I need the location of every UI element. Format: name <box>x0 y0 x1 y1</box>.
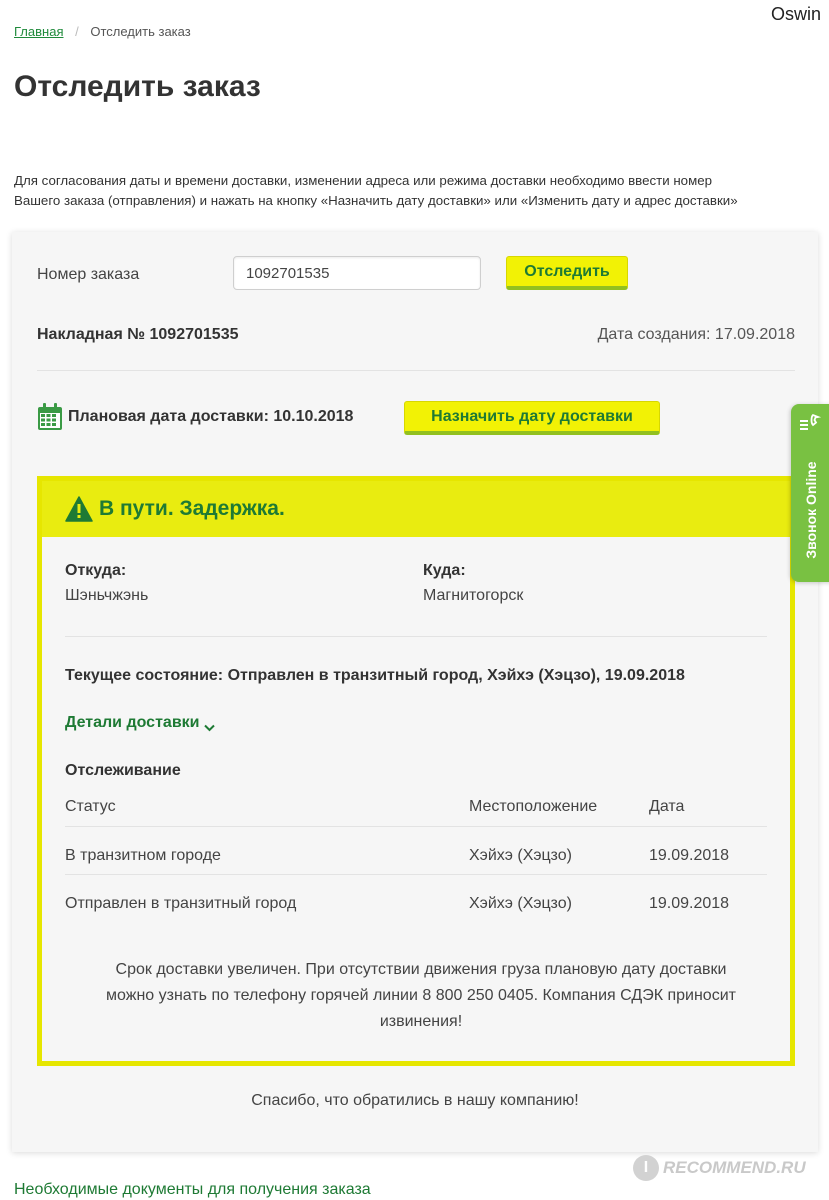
intro-line: Вашего заказа (отправления) и нажать на кнопку «Назначить дату доставки» или «Изменить дату и адрес доставки» <box>14 193 738 208</box>
order-number-input[interactable] <box>233 256 481 290</box>
track-button[interactable]: Отследить <box>506 256 628 290</box>
table-cell-location: Хэйхэ (Хэцзо) <box>469 895 572 912</box>
order-number-label: Номер заказа <box>37 266 140 283</box>
delivery-details-toggle[interactable] <box>65 714 215 732</box>
planned-delivery <box>37 403 353 431</box>
table-cell-status: Отправлен в транзитный город <box>65 895 297 912</box>
breadcrumb-separator: / <box>75 24 79 39</box>
status-header <box>42 481 790 537</box>
intro-text <box>14 171 804 211</box>
required-documents-link[interactable]: Необходимые документы для получения заказа <box>14 1181 371 1198</box>
callback-label: Звонок Online <box>803 461 819 559</box>
delay-note-line: извинения! <box>379 1013 463 1030</box>
breadcrumb <box>14 24 191 39</box>
waybill-number: Накладная № 1092701535 <box>37 326 239 343</box>
breadcrumb-home-link[interactable]: Главная <box>14 24 64 39</box>
delay-note-line: Срок доставки увеличен. При отсутствии движения груза плановую дату доставки <box>115 961 727 978</box>
delay-note <box>65 957 777 1035</box>
thanks-message: Спасибо, что обратились в нашу компанию! <box>251 1092 579 1109</box>
divider <box>65 826 767 827</box>
divider <box>37 370 795 371</box>
current-state: Текущее состояние: Отправлен в транзитный город, Хэйхэ (Хэцзо), 19.09.2018 <box>65 667 685 684</box>
table-cell-location: Хэйхэ (Хэцзо) <box>469 847 572 864</box>
status-title: В пути. Задержка. <box>99 497 285 520</box>
intro-line: Для согласования даты и времени доставки, изменении адреса или режима доставки необходимо ввести номер <box>14 173 712 188</box>
column-header-status: Статус <box>65 798 116 815</box>
watermark-badge: I <box>633 1155 659 1181</box>
table-cell-date: 19.09.2018 <box>649 895 730 912</box>
to-value: Магнитогорск <box>423 587 524 604</box>
column-header-location: Местоположение <box>469 798 598 815</box>
delivery-details-label: Детали доставки <box>65 714 200 731</box>
from-label: Откуда: <box>65 562 127 579</box>
delay-note-line: можно узнать по телефону горячей линии 8 800 250 0405. Компания СДЭК приносит <box>106 987 736 1004</box>
divider <box>65 874 767 875</box>
assign-delivery-date-button[interactable]: Назначить дату доставки <box>404 401 660 435</box>
creation-date: Дата создания: 17.09.2018 <box>597 326 795 343</box>
planned-delivery-date: Плановая дата доставки: 10.10.2018 <box>68 408 354 425</box>
breadcrumb-current: Отследить заказ <box>90 24 191 39</box>
divider <box>65 636 767 637</box>
watermark-text: RECOMMEND.RU <box>663 1158 806 1177</box>
phone-icon <box>799 412 823 436</box>
calendar-icon <box>37 403 63 431</box>
watermark <box>633 1155 806 1181</box>
tracking-title: Отслеживание <box>65 762 181 779</box>
username[interactable]: Oswin <box>770 4 821 24</box>
callback-widget[interactable] <box>791 404 829 582</box>
chevron-down-icon <box>204 719 215 727</box>
to-label: Куда: <box>423 562 466 579</box>
status-panel <box>37 476 795 1066</box>
column-header-date: Дата <box>649 798 685 815</box>
page-title: Отследить заказ <box>14 70 261 103</box>
warning-icon <box>65 496 93 522</box>
table-cell-status: В транзитном городе <box>65 847 221 864</box>
table-cell-date: 19.09.2018 <box>649 847 730 864</box>
tracking-card <box>12 232 818 1152</box>
from-value: Шэньчжэнь <box>65 587 149 604</box>
